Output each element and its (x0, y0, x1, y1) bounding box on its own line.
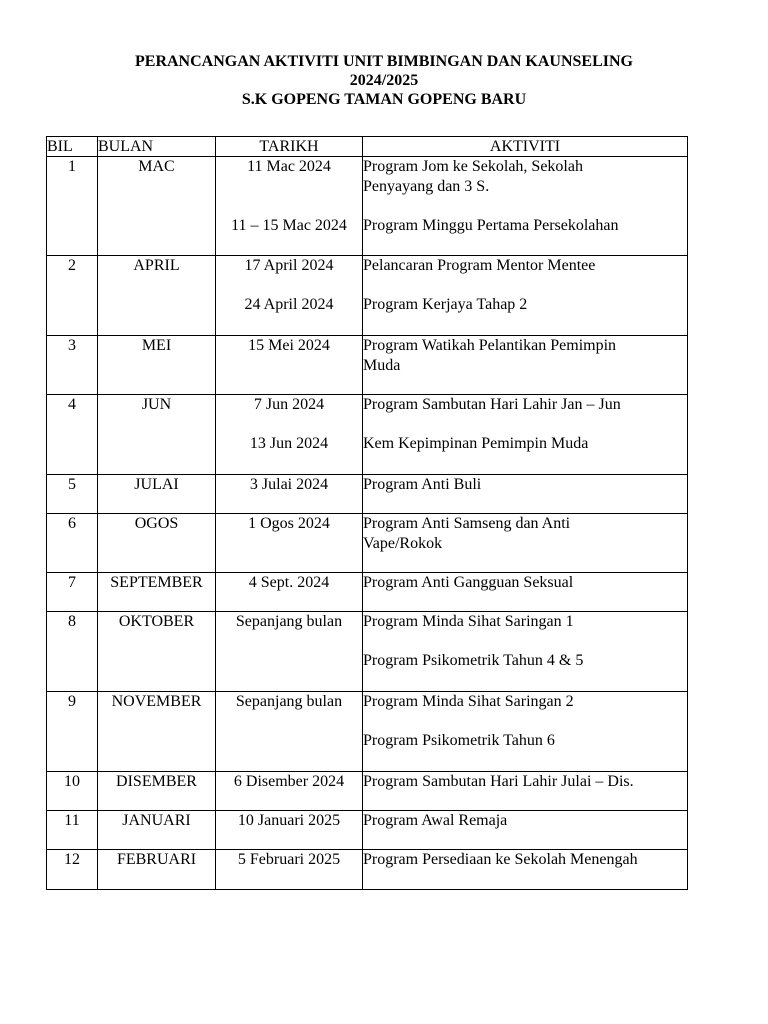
activity-text: Penyayang dan 3 S. (363, 177, 490, 195)
cell-bulan: NOVEMBER (98, 692, 216, 772)
activity-text: Program Sambutan Hari Lahir Julai – Dis. (363, 773, 634, 790)
activity-text: Program Awal Remaja (363, 812, 508, 829)
date-text: 13 Jun 2024 (249, 435, 329, 452)
cell-tarikh (216, 850, 363, 890)
activity-table (46, 136, 688, 890)
cell-bil: 8 (47, 612, 98, 692)
table-header-row (47, 137, 688, 157)
date-text: 1 Ogos 2024 (248, 515, 330, 532)
table-row (47, 256, 688, 336)
cell-aktiviti (363, 157, 688, 256)
cell-bil: 3 (47, 336, 98, 395)
column-header-tarikh: TARIKH (216, 137, 363, 157)
table-row (47, 573, 688, 612)
date-text: 17 April 2024 (244, 257, 334, 274)
table-row (47, 157, 688, 256)
activity-text: Program Kerjaya Tahap 2 (363, 296, 528, 313)
table-row (47, 772, 688, 811)
cell-bulan: MAC (98, 157, 216, 256)
table-row (47, 336, 688, 395)
cell-bil: 11 (47, 811, 98, 850)
table-row (47, 692, 688, 772)
cell-tarikh (216, 612, 363, 692)
cell-bil: 2 (47, 256, 98, 336)
cell-tarikh (216, 514, 363, 573)
date-text: 11 Mac 2024 (247, 158, 331, 175)
cell-aktiviti (363, 256, 688, 336)
cell-bulan: DISEMBER (98, 772, 216, 811)
cell-tarikh (216, 256, 363, 336)
activity-text: Program Minggu Pertama Persekolahan (363, 216, 619, 234)
cell-aktiviti (363, 772, 688, 811)
cell-tarikh (216, 475, 363, 514)
date-text: 6 Disember 2024 (233, 773, 345, 790)
cell-bulan: JUN (98, 395, 216, 475)
date-text: 11 – 15 Mac 2024 (231, 216, 347, 234)
cell-tarikh (216, 692, 363, 772)
cell-bil: 10 (47, 772, 98, 811)
cell-tarikh (216, 157, 363, 256)
column-header-bulan: BULAN (98, 137, 216, 157)
cell-bulan: MEI (98, 336, 216, 395)
activity-text: Program Persediaan ke Sekolah Menengah (363, 851, 638, 868)
cell-bil: 1 (47, 157, 98, 256)
cell-bil: 4 (47, 395, 98, 475)
activity-text: Program Psikometrik Tahun 6 (363, 732, 555, 749)
activity-text: Program Anti Gangguan Seksual (363, 574, 574, 591)
cell-bil: 5 (47, 475, 98, 514)
table-row (47, 811, 688, 850)
cell-aktiviti (363, 573, 688, 612)
cell-bulan: OKTOBER (98, 612, 216, 692)
table-row (47, 475, 688, 514)
cell-bil: 7 (47, 573, 98, 612)
cell-aktiviti (363, 612, 688, 692)
table-row (47, 395, 688, 475)
cell-bulan: FEBRUARI (98, 850, 216, 890)
activity-text: Kem Kepimpinan Pemimpin Muda (363, 435, 589, 452)
table-row (47, 850, 688, 890)
activity-text: Vape/Rokok (363, 534, 443, 552)
column-header-bil: BIL (47, 137, 98, 157)
date-text (216, 731, 362, 751)
cell-aktiviti (363, 811, 688, 850)
cell-bil: 6 (47, 514, 98, 573)
date-text: 5 Februari 2025 (237, 851, 341, 868)
cell-bulan: SEPTEMBER (98, 573, 216, 612)
date-text: Sepanjang bulan (235, 693, 343, 710)
title-line: PERANCANGAN AKTIVITI UNIT BIMBINGAN DAN KAUNSELING (135, 53, 633, 70)
cell-aktiviti (363, 850, 688, 890)
cell-tarikh (216, 811, 363, 850)
date-text: 7 Jun 2024 (253, 396, 325, 413)
activity-text: Program Jom ke Sekolah, Sekolah (363, 158, 583, 175)
activity-text: Program Psikometrik Tahun 4 & 5 (363, 652, 584, 669)
cell-bulan: APRIL (98, 256, 216, 336)
cell-aktiviti (363, 475, 688, 514)
document-title (0, 52, 768, 109)
activity-text: Program Minda Sihat Saringan 2 (363, 693, 574, 710)
date-text: 15 Mei 2024 (248, 337, 330, 354)
date-text: 3 Julai 2024 (249, 476, 329, 493)
cell-bulan: JANUARI (98, 811, 216, 850)
date-text: 24 April 2024 (244, 296, 334, 313)
cell-aktiviti (363, 336, 688, 395)
date-text: Sepanjang bulan (235, 613, 343, 630)
table-row (47, 514, 688, 573)
activity-text: Program Anti Buli (363, 476, 482, 493)
title-year: 2024/2025 (349, 72, 419, 89)
table-body (47, 157, 688, 890)
cell-tarikh (216, 573, 363, 612)
cell-tarikh (216, 772, 363, 811)
date-text: 10 Januari 2025 (237, 812, 341, 829)
activity-text: Muda (363, 356, 401, 374)
activity-text: Program Watikah Pelantikan Pemimpin (363, 337, 617, 354)
cell-bulan: JULAI (98, 475, 216, 514)
table-row (47, 612, 688, 692)
activity-text: Program Anti Samseng dan Anti (363, 515, 571, 532)
cell-tarikh (216, 336, 363, 395)
cell-aktiviti (363, 692, 688, 772)
date-text (216, 651, 362, 671)
cell-bil: 12 (47, 850, 98, 890)
cell-bil: 9 (47, 692, 98, 772)
cell-bulan: OGOS (98, 514, 216, 573)
cell-aktiviti (363, 514, 688, 573)
activity-text: Program Minda Sihat Saringan 1 (363, 613, 574, 630)
activity-text: Pelancaran Program Mentor Mentee (363, 257, 596, 274)
cell-tarikh (216, 395, 363, 475)
column-header-aktiviti: AKTIVITI (363, 137, 688, 157)
activity-text: Program Sambutan Hari Lahir Jan – Jun (363, 396, 621, 413)
date-text: 4 Sept. 2024 (248, 574, 330, 591)
cell-aktiviti (363, 395, 688, 475)
title-school: S.K GOPENG TAMAN GOPENG BARU (241, 91, 527, 108)
